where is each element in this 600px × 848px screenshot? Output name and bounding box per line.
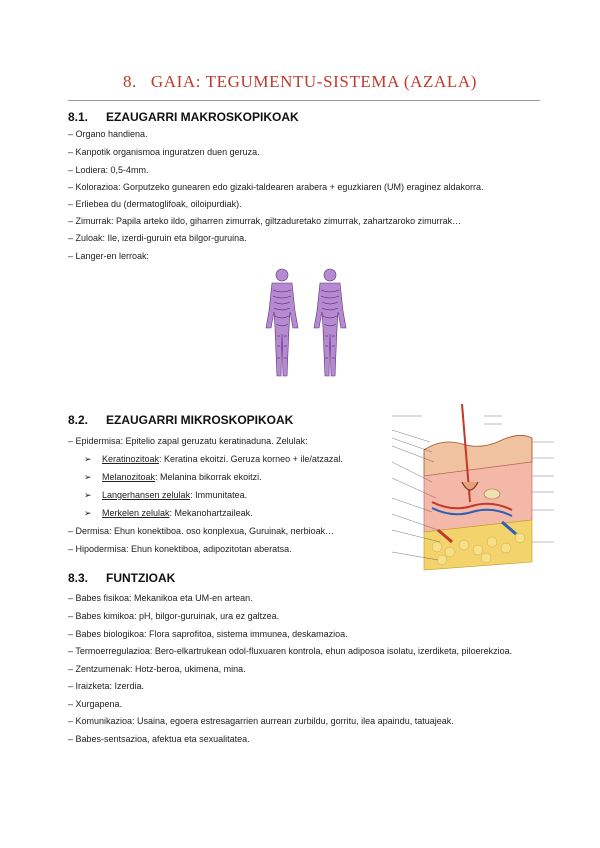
cell-term: Melanozitoak bbox=[102, 472, 156, 482]
list-item: – Organo handiena. bbox=[68, 129, 148, 139]
list-item: – Iraizketa: Izerdia. bbox=[68, 681, 145, 691]
list-item: – Dermisa: Ehun konektiboa. oso konplexua, Guruinak, nerbioak… bbox=[68, 526, 335, 536]
list-item: – Zuloak: Ile, izerdi-guruin eta bilgor-guruina. bbox=[68, 233, 247, 243]
cell-item bbox=[84, 472, 262, 483]
cell-desc: : Melanina bikorrak ekoitzi. bbox=[155, 472, 262, 482]
section-number: 8.3. bbox=[68, 571, 89, 585]
list-item: – Langer-en lerroak: bbox=[68, 251, 150, 261]
cell-desc: : Keratina ekoitzi. Geruza korneo + ile/atzazal. bbox=[159, 454, 343, 464]
cell-desc: : Immunitatea. bbox=[190, 490, 248, 500]
cell-desc: : Mekanohartzaileak. bbox=[169, 508, 253, 518]
list-item: – Termoerregulazioa: Bero-elkartrukean odol-fluxuaren kontrola, ehun adiposoa isolatu, izerdiketa, piloerekzioa. bbox=[68, 646, 513, 656]
list-item: – Epidermisa: Epitelio zapal geruzatu keratinaduna. Zelulak: bbox=[68, 436, 308, 446]
list-item: – Xurgapena. bbox=[68, 699, 123, 709]
langer-lines-figure bbox=[258, 266, 358, 386]
section-title: EZAUGARRI MIKROSKOPIKOAK bbox=[106, 413, 294, 427]
section-number: 8.1. bbox=[68, 110, 89, 124]
list-item: – Zimurrak: Papila arteko ildo, giharren zimurrak, giltzaduretako zimurrak, zahartzaroko zimurrak… bbox=[68, 216, 462, 226]
cell-term: Keratinozitoak bbox=[102, 454, 160, 464]
arrow-bullet-icon: ➢ bbox=[84, 508, 92, 518]
list-item: – Lodiera: 0,5-4mm. bbox=[68, 165, 149, 175]
chapter-title: GAIA: TEGUMENTU-SISTEMA (AZALA) bbox=[150, 72, 478, 91]
list-item: – Babes fisikoa: Mekanikoa eta UM-en artean. bbox=[68, 593, 253, 603]
arrow-bullet-icon: ➢ bbox=[84, 472, 92, 482]
section-heading-functions bbox=[68, 571, 175, 585]
list-item: – Hipodermisa: Ehun konektiboa, adipozitotan aberatsa. bbox=[68, 544, 292, 554]
page-title bbox=[0, 72, 600, 92]
list-item: – Zentzumenak: Hotz-beroa, ukimena, mina. bbox=[68, 664, 246, 674]
section-title: EZAUGARRI MAKROSKOPIKOAK bbox=[106, 110, 299, 124]
cell-term: Merkelen zelulak bbox=[102, 508, 170, 518]
section-heading-microscopic bbox=[68, 413, 293, 427]
section-number: 8.2. bbox=[68, 413, 89, 427]
cell-item bbox=[84, 490, 247, 501]
list-item: – Komunikazioa: Usaina, egoera estresagarrien aurrean zurbildu, gorritu, ilea apaindu, tatuajeak. bbox=[68, 716, 454, 726]
section-heading-macroscopic bbox=[68, 110, 299, 124]
arrow-bullet-icon: ➢ bbox=[84, 454, 92, 464]
cell-item bbox=[84, 454, 343, 465]
list-item: – Kolorazioa: Gorputzeko gunearen edo gizaki-taldearen arabera + eguzkiaren (UM) eraginez aldakorra. bbox=[68, 182, 484, 192]
list-item: – Babes kimikoa: pH, bilgor-guruinak, ura ez galtzea. bbox=[68, 611, 280, 621]
list-item: – Kanpotik organismoa inguratzen duen geruza. bbox=[68, 147, 260, 157]
skin-cross-section-figure bbox=[392, 402, 554, 578]
cell-item bbox=[84, 508, 253, 519]
chapter-number: 8. bbox=[122, 72, 137, 91]
arrow-bullet-icon: ➢ bbox=[84, 490, 92, 500]
list-item: – Babes biologikoa: Flora saprofitoa, sistema immunea, deskamazioa. bbox=[68, 629, 348, 639]
list-item: – Erliebea du (dermatoglifoak, oiloipurdiak). bbox=[68, 199, 242, 209]
cell-term: Langerhansen zelulak bbox=[102, 490, 191, 500]
section-title: FUNTZIOAK bbox=[106, 571, 176, 585]
title-rule bbox=[68, 100, 540, 101]
list-item: – Babes-sentsazioa, afektua eta sexualitatea. bbox=[68, 734, 250, 744]
